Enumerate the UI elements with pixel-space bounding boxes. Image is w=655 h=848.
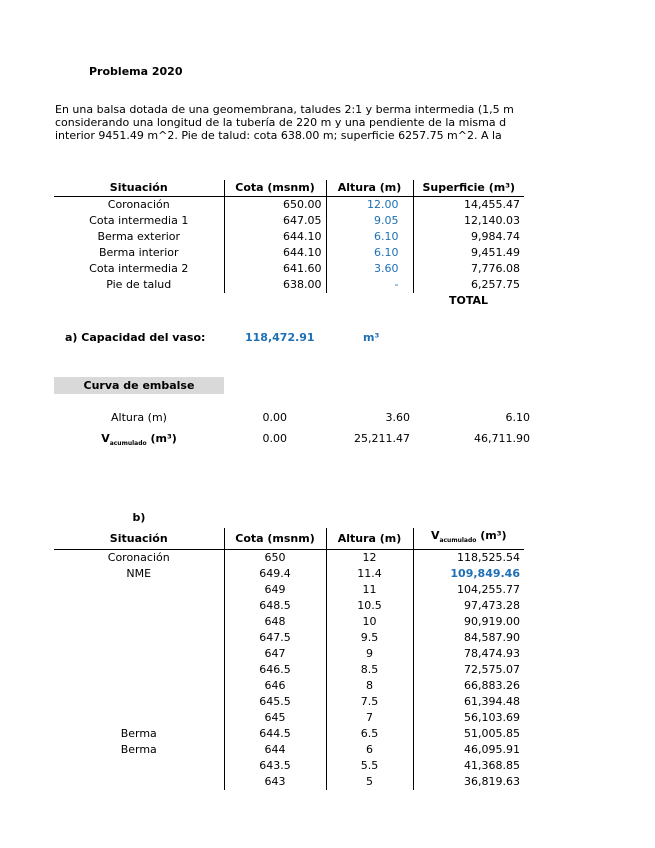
cota-cell: 648 — [224, 614, 326, 630]
curva-altura-2: 3.60 — [385, 411, 410, 424]
volumen-cell: 36,819.63 — [464, 775, 520, 789]
header-altura: Altura (m) — [326, 528, 413, 550]
altura-cell: 9 — [326, 646, 413, 662]
altura-cell: 7.5 — [326, 694, 413, 710]
header-cota: Cota (msnm) — [224, 180, 326, 197]
surface-table — [54, 180, 524, 309]
capacidad-unit: m³ — [363, 331, 380, 344]
superficie-cell: 6,257.75 — [471, 278, 520, 291]
cota-cell: 644.5 — [224, 726, 326, 742]
situacion-cell: Berma exterior — [54, 229, 224, 245]
cota-cell: 645 — [224, 710, 326, 726]
situacion-cell: NME — [54, 566, 224, 582]
header-cota: Cota (msnm) — [224, 528, 326, 550]
altura-cell: 6 — [326, 742, 413, 758]
cota-cell: 647 — [224, 646, 326, 662]
altura-cell: 11.4 — [326, 566, 413, 582]
volumen-cell: 97,473.28 — [464, 599, 520, 613]
table-row — [54, 197, 524, 214]
volumen-cell: 118,525.54 — [457, 551, 520, 565]
cota-cell: 644.10 — [224, 245, 326, 261]
table-row — [54, 582, 524, 598]
volume-table-header — [54, 528, 524, 550]
situacion-cell — [54, 694, 224, 710]
table-row — [54, 678, 524, 694]
table-row — [54, 774, 524, 790]
table-row — [54, 229, 524, 245]
cota-cell: 644.10 — [224, 229, 326, 245]
altura-cell: 11 — [326, 582, 413, 598]
altura-cell: 5 — [326, 774, 413, 790]
volume-table — [54, 528, 524, 790]
altura-cell: 7 — [326, 710, 413, 726]
surface-table-header — [54, 180, 524, 197]
curva-volumen-3: 46,711.90 — [474, 432, 530, 445]
altura-cell: 12 — [326, 550, 413, 567]
section-b-label: b) — [132, 511, 146, 524]
situacion-cell — [54, 614, 224, 630]
superficie-cell: 9,451.49 — [471, 246, 520, 259]
volumen-cell: 46,095.91 — [464, 743, 520, 757]
situacion-cell — [54, 646, 224, 662]
altura-cell: 6.10 — [326, 229, 413, 245]
volumen-cell: 61,394.48 — [464, 695, 520, 709]
curva-volumen-2: 25,211.47 — [354, 432, 410, 445]
statement-line-1: En una balsa dotada de una geomembrana, taludes 2:1 y berma intermedia (1,5 m — [55, 103, 514, 116]
capacidad-value: 118,472.91 — [245, 331, 315, 344]
situacion-cell — [54, 774, 224, 790]
statement-line-3: interior 9451.49 m^2. Pie de talud: cota 638.00 m; superficie 6257.75 m^2. A la — [55, 129, 502, 142]
table-row — [54, 213, 524, 229]
table-row — [54, 598, 524, 614]
volumen-cell: 56,103.69 — [464, 711, 520, 725]
cota-cell: 645.5 — [224, 694, 326, 710]
table-row — [54, 710, 524, 726]
cota-cell: 643 — [224, 774, 326, 790]
cota-cell: 644 — [224, 742, 326, 758]
table-row — [54, 758, 524, 774]
situacion-cell: Berma — [54, 726, 224, 742]
problem-statement — [55, 103, 533, 142]
table-row — [54, 245, 524, 261]
curva-title: Curva de embalse — [83, 379, 195, 392]
cota-cell: 647.05 — [224, 213, 326, 229]
situacion-cell: Pie de talud — [54, 277, 224, 293]
header-situacion: Situación — [54, 528, 224, 550]
volumen-cell: 66,883.26 — [464, 679, 520, 693]
situacion-cell — [54, 678, 224, 694]
situacion-cell: Coronación — [54, 550, 224, 567]
total-row — [54, 293, 524, 309]
situacion-cell — [54, 710, 224, 726]
superficie-cell: 9,984.74 — [471, 230, 520, 243]
table-row — [54, 614, 524, 630]
superficie-cell: 14,455.47 — [464, 198, 520, 211]
cota-cell: 646.5 — [224, 662, 326, 678]
situacion-cell: Berma — [54, 742, 224, 758]
situacion-cell: Berma interior — [54, 245, 224, 261]
table-row — [54, 742, 524, 758]
situacion-cell: Cota intermedia 1 — [54, 213, 224, 229]
table-row — [54, 662, 524, 678]
situacion-cell — [54, 582, 224, 598]
table-row — [54, 261, 524, 277]
altura-cell: 9.5 — [326, 630, 413, 646]
altura-cell: 5.5 — [326, 758, 413, 774]
altura-cell: 9.05 — [326, 213, 413, 229]
statement-line-2: considerando una longitud de la tubería de 220 m y una pendiente de la misma d — [55, 116, 507, 129]
table-row — [54, 694, 524, 710]
situacion-cell — [54, 598, 224, 614]
cota-cell: 648.5 — [224, 598, 326, 614]
cota-cell: 643.5 — [224, 758, 326, 774]
cota-cell: 649 — [224, 582, 326, 598]
volumen-cell: 109,849.46 — [450, 567, 520, 581]
situacion-cell: Cota intermedia 2 — [54, 261, 224, 277]
total-label: TOTAL — [448, 294, 489, 307]
situacion-cell — [54, 630, 224, 646]
volumen-cell: 72,575.07 — [464, 663, 520, 677]
table-row — [54, 726, 524, 742]
altura-cell: - — [326, 277, 413, 293]
superficie-cell: 12,140.03 — [464, 214, 520, 227]
cota-cell: 650.00 — [224, 197, 326, 214]
capacidad-label: a) Capacidad del vaso: — [65, 331, 206, 344]
header-altura: Altura (m) — [326, 180, 413, 197]
curva-volumen-1: 0.00 — [262, 432, 287, 445]
altura-cell: 8 — [326, 678, 413, 694]
situacion-cell: Coronación — [54, 197, 224, 214]
header-situacion: Situación — [54, 180, 224, 197]
curva-volumen-label: $V_{acumulado}$ (m³) — [101, 432, 177, 448]
situacion-cell — [54, 662, 224, 678]
altura-cell: 10 — [326, 614, 413, 630]
header-superficie: Superficie (m³) — [413, 180, 524, 197]
table-row — [54, 550, 524, 567]
altura-cell: 6.5 — [326, 726, 413, 742]
volumen-cell: 51,005.85 — [464, 727, 520, 741]
volumen-cell: 78,474.93 — [464, 647, 520, 661]
altura-cell: 6.10 — [326, 245, 413, 261]
curva-altura-3: 6.10 — [505, 411, 530, 424]
altura-cell: 12.00 — [326, 197, 413, 214]
altura-cell: 8.5 — [326, 662, 413, 678]
table-row — [54, 630, 524, 646]
volumen-cell: 84,587.90 — [464, 631, 520, 645]
table-row — [54, 646, 524, 662]
cota-cell: 646 — [224, 678, 326, 694]
page-title: Problema 2020 — [89, 65, 183, 78]
altura-cell: 10.5 — [326, 598, 413, 614]
cota-cell: 641.60 — [224, 261, 326, 277]
situacion-cell — [54, 758, 224, 774]
table-row — [54, 277, 524, 293]
table-row — [54, 566, 524, 582]
volumen-cell: 104,255.77 — [457, 583, 520, 597]
header-volumen: $V_{acumulado}$ (m³) — [413, 528, 524, 550]
volumen-cell: 90,919.00 — [464, 615, 520, 629]
volumen-cell: 41,368.85 — [464, 759, 520, 773]
cota-cell: 638.00 — [224, 277, 326, 293]
curva-altura-label: Altura (m) — [111, 411, 167, 424]
cota-cell: 650 — [224, 550, 326, 567]
cota-cell: 649.4 — [224, 566, 326, 582]
superficie-cell: 7,776.08 — [471, 262, 520, 275]
altura-cell: 3.60 — [326, 261, 413, 277]
curva-altura-1: 0.00 — [262, 411, 287, 424]
cota-cell: 647.5 — [224, 630, 326, 646]
